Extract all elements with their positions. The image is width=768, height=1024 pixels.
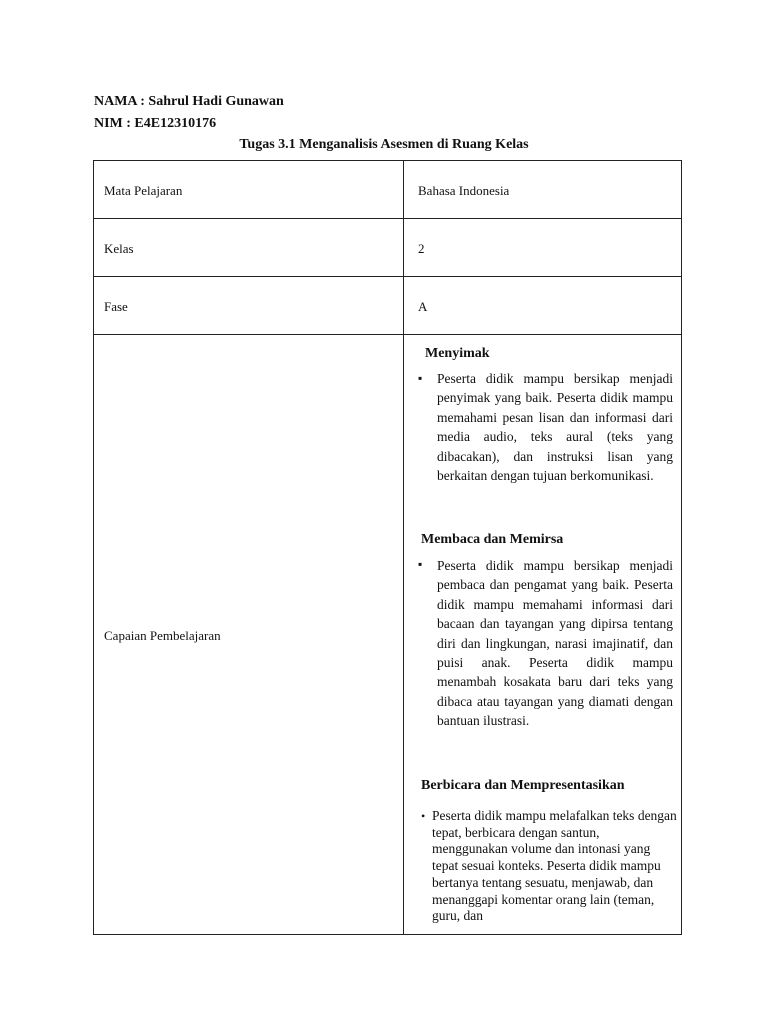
row-divider (94, 218, 681, 219)
section-heading-berbicara: Berbicara dan Mempresentasikan (421, 778, 625, 793)
label-fase: Fase (104, 299, 128, 314)
assessment-table (93, 160, 682, 935)
label-capaian-pembelajaran: Capaian Pembelajaran (104, 628, 221, 643)
section-heading-membaca-memirsa: Membaca dan Memirsa (421, 532, 564, 547)
value-mata-pelajaran: Bahasa Indonesia (418, 183, 510, 198)
value-fase: A (418, 299, 428, 314)
label-kelas: Kelas (104, 241, 134, 256)
section-heading-menyimak: Menyimak (425, 346, 490, 361)
capaian-content (404, 336, 683, 934)
value-kelas: 2 (418, 241, 425, 256)
section-text-membaca-memirsa: Peserta didik mampu bersikap menjadi pembaca dan pengamat yang baik. Peserta didik mampu memahami informasi dari bacaan dan tayangan yang dipirsa tentang diri dan lingkungan, narasi imajinatif, dan puisi anak. Peserta didik mampu menambah kosakata baru dari teks yang dibaca atau tayangan yang diamati dengan bantuan ilustrasi. (437, 558, 673, 729)
label-mata-pelajaran: Mata Pelajaran (104, 183, 183, 198)
row-divider (94, 334, 681, 335)
row-divider (94, 276, 681, 277)
bullet-square-icon: ▪ (418, 557, 423, 571)
section-text-menyimak: Peserta didik mampu bersikap menjadi penyimak yang baik. Peserta didik mampu memahami pesan lisan dan informasi dari media audio, teks aural (teks yang dibacakan), dan instruksi lisan yang berkaitan dengan tujuan berkomunikasi. (437, 371, 673, 484)
bullet-square-icon: ▪ (418, 371, 423, 385)
student-nim: NIM : E4E12310176 (94, 116, 217, 131)
student-name: NAMA : Sahrul Hadi Gunawan (94, 94, 284, 109)
document-title: Tugas 3.1 Menganalisis Asesmen di Ruang Kelas (239, 137, 529, 152)
bullet-dot-icon: • (421, 809, 426, 823)
section-text-berbicara: Peserta didik mampu melafalkan teks dengan tepat, berbicara dengan santun, menggunakan volume dan intonasi yang tepat sesuai konteks. Peserta didik mampu bertanya tentang sesuatu, menjawab, dan menanggapi komentar orang lain (teman, guru, dan (432, 808, 677, 924)
